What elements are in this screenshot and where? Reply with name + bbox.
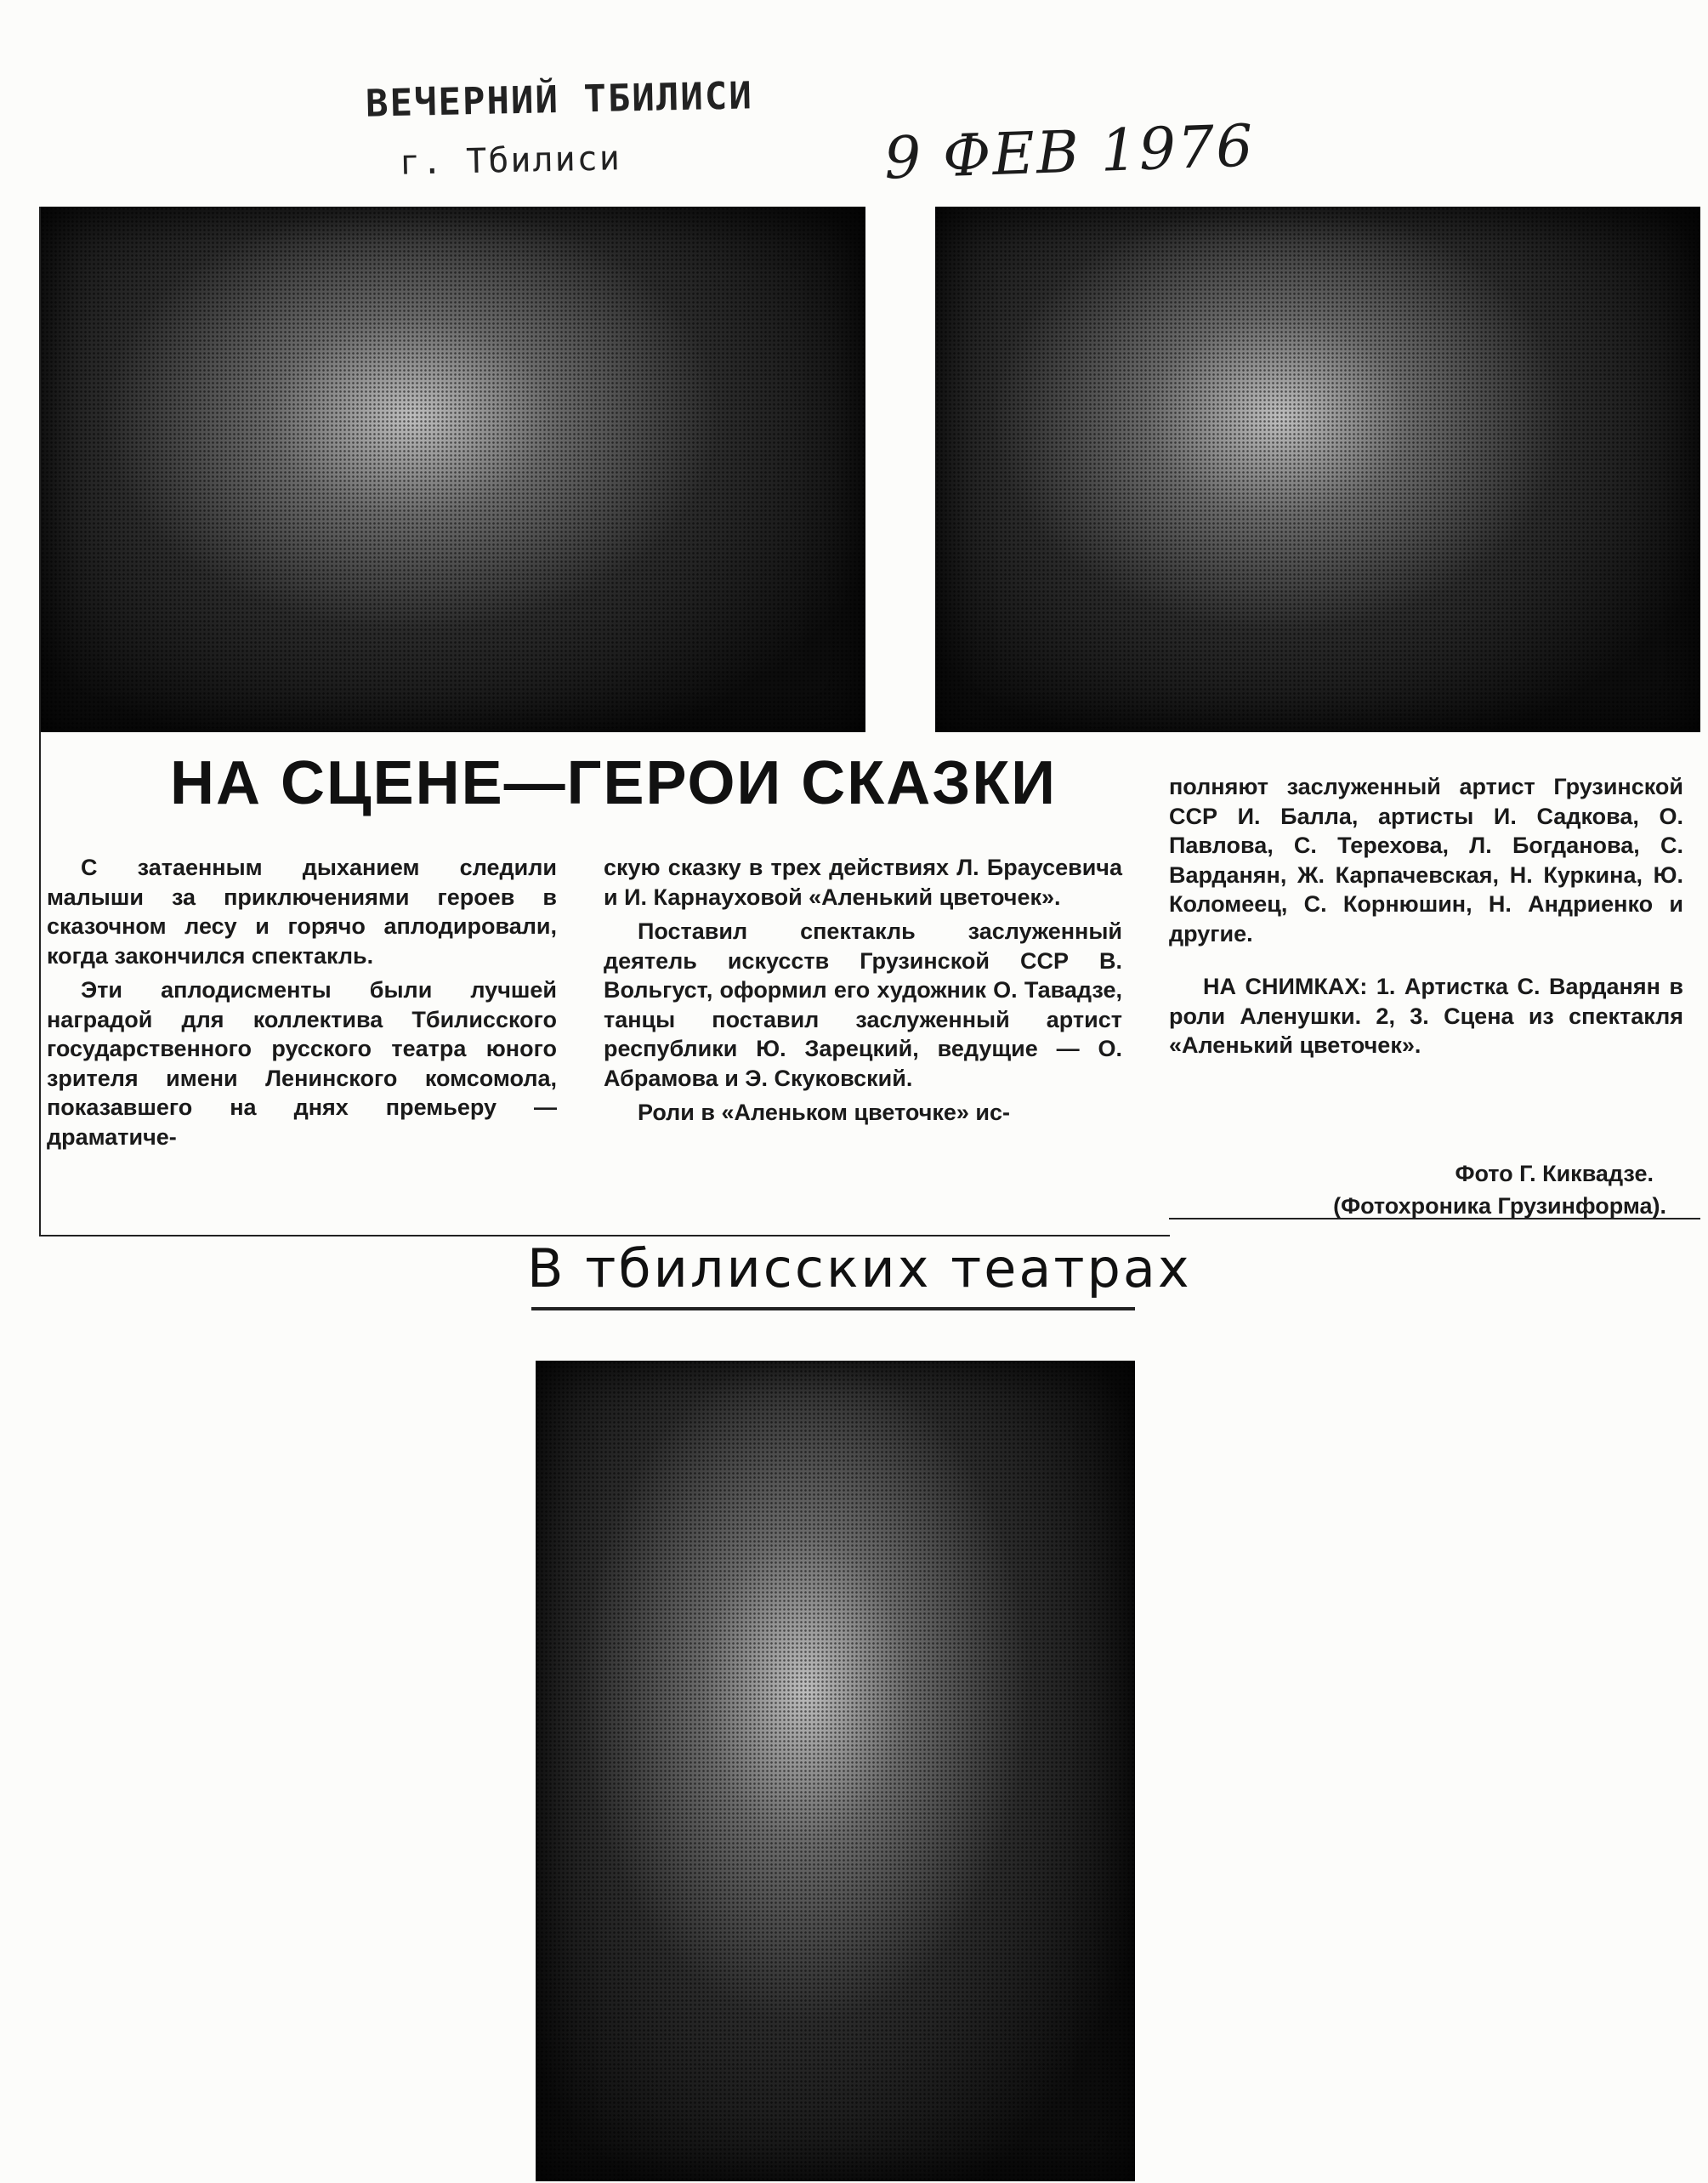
photo-2-stage-scene (935, 207, 1700, 732)
photo-3-stage-scene (536, 1361, 1135, 2181)
newspaper-name: ВЕЧЕРНИЙ ТБИЛИСИ (365, 74, 754, 126)
article-paragraph: полняют заслуженный артист Грузинской ССР И. Балла, артисты И. Садкова, О. Павлова, С. Терехова, Л. Богданова, С. Варданян, Ж. Карпачевская, Н. Куркина, Ю. Коломеец, С. Корнюшин, Н. Андриенко и другие. (1169, 774, 1683, 947)
article-column-3 (1169, 772, 1683, 1060)
article-paragraph: С затаенным дыханием следили малыши за приключениями героев в сказочном лесу и горячо аплодировали, когда закончился спектакль. (47, 855, 557, 969)
photo-agency: (Фотохроника Грузинформа). (1333, 1193, 1666, 1219)
clipping-date: 9 ФЕВ 1976 (882, 112, 1256, 193)
photo-credit: Фото Г. Киквадзе. (1455, 1161, 1654, 1186)
article-paragraph: скую сказку в трех действиях Л. Браусевича и И. Карнауховой «Аленький цветочек». (604, 855, 1122, 910)
article-paragraph: Эти аплодисменты были лучшей наградой для коллектива Тбилисского государственного русского театра юного зрителя имени Ленинского комсомола, показавшего на днях премьеру — драматиче- (47, 977, 557, 1150)
clipping-border-left (39, 207, 41, 1236)
article-paragraph: Поставил спектакль заслуженный деятель искусств Грузинской ССР В. Вольгуст, оформил его художник О. Тавадзе, танцы поставил заслуженный артист республики Ю. Зарецкий, ведущие — О. Абрамова и Э. Скуковский. (604, 918, 1122, 1091)
clipping-border-bottom (39, 1235, 1170, 1236)
article-headline: НА СЦЕНЕ—ГЕРОИ СКАЗКИ (170, 749, 1058, 817)
photo-caption: НА СНИМКАХ: 1. Артистка С. Варданян в роли Аленушки. 2, 3. Сцена из спектакля «Аленький цветочек». (1169, 974, 1683, 1058)
newspaper-city: г. Тбилиси (399, 139, 622, 183)
section-title-underline (531, 1307, 1135, 1310)
article-paragraph: Роли в «Аленьком цветочке» ис- (638, 1100, 1011, 1125)
article-column-1 (47, 853, 557, 1151)
article-column-2 (604, 853, 1122, 1128)
photo-1-stage-scene (41, 207, 865, 732)
section-title: В тбилисских театрах (527, 1237, 1192, 1299)
